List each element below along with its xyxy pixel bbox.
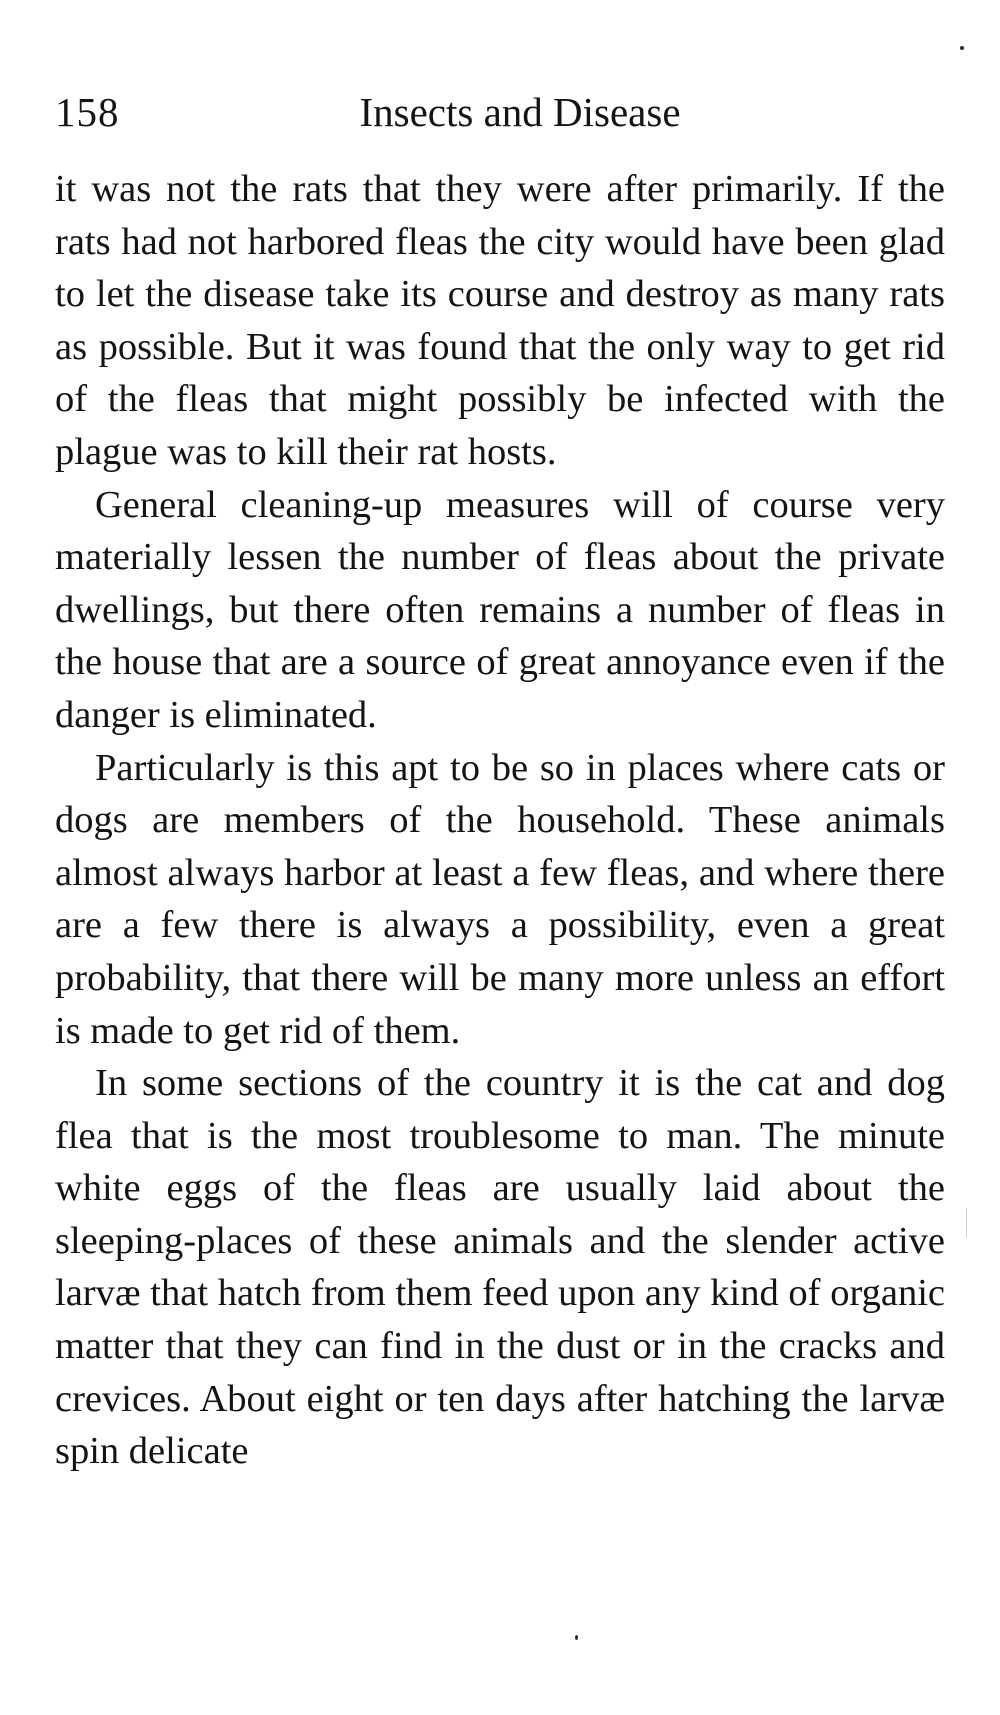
page-number: 158 bbox=[55, 89, 120, 135]
print-speck bbox=[575, 1635, 578, 1640]
scan-edge-mark bbox=[966, 1208, 967, 1238]
paragraph: Particularly is this apt to be so in places where cats or dogs are members of the household. These animals almost always harbor at least a few fleas, and where there are a few there is always a possibility, even a great probability, that there will be many more unless an effort is made to get rid of them. bbox=[55, 746, 945, 1052]
print-speck bbox=[960, 46, 964, 50]
paragraph: General cleaning-up measures will of course very materially lessen the number of fleas about the private dwellings, but there often remains a number of fleas in the house that are a source of great annoyance even if the danger is eliminated. bbox=[55, 483, 945, 736]
running-head bbox=[55, 82, 945, 142]
body-text bbox=[55, 163, 945, 1478]
paragraph-continued: it was not the rats that they were after primarily. If the rats had not harbored fleas the city would have been glad to let the disease take its course and destroy as many rats as possible. But it was found that the only way to get rid of the fleas that might possibly be infected with the plague was to kill their rat hosts. bbox=[55, 168, 945, 473]
running-title: Insects and Disease bbox=[359, 89, 681, 135]
paragraph: In some sections of the country it is the cat and dog flea that is the most troublesome to man. The minute white eggs of the fleas are usually laid about the sleeping-places of these animals and the slender active larvæ that hatch from them feed upon any kind of organic matter that they can find in the dust or in the cracks and crevices. About eight or ten days after hatching the larvæ spin delicate bbox=[55, 1062, 945, 1473]
